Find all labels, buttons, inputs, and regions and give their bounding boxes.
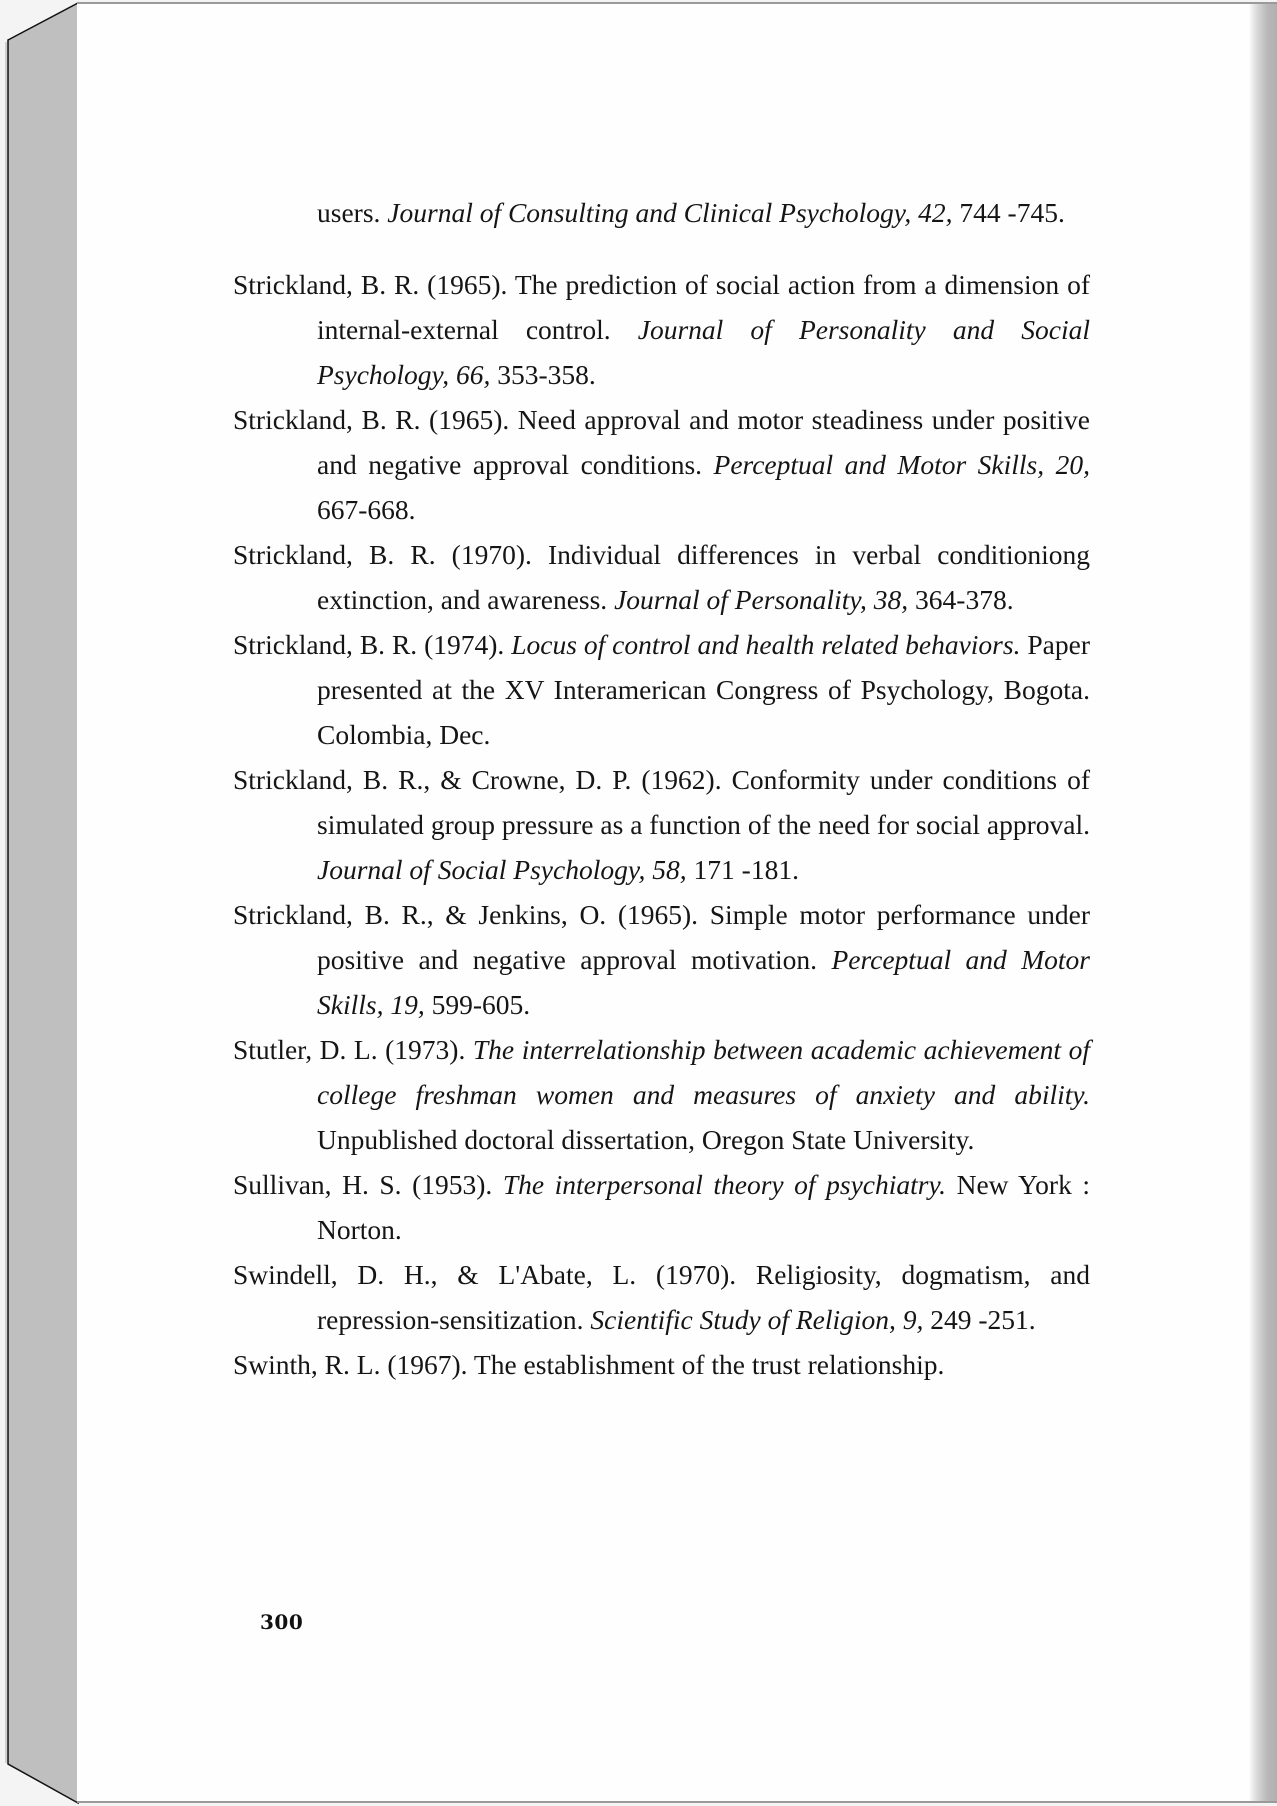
book-spine bbox=[0, 0, 80, 1806]
reference-entry bbox=[233, 1342, 1090, 1387]
reference-entry bbox=[233, 892, 1090, 1027]
reference-authors: Stutler, D. L. (1973). bbox=[233, 1034, 473, 1065]
reference-title: The interpersonal theory of psychiatry. bbox=[502, 1169, 947, 1200]
reference-source: Journal of Social Psychology, 58, bbox=[317, 854, 687, 885]
page-number: 300 bbox=[260, 1610, 304, 1634]
reference-title: Need approval and motor steadiness under positive and negative approval conditions. bbox=[317, 404, 1090, 480]
page-edge-shadow bbox=[1249, 4, 1277, 1801]
reference-pages: 249 -251. bbox=[923, 1304, 1036, 1335]
reference-title: Simple motor performance under positive and negative approval motivation. bbox=[317, 899, 1090, 975]
reference-title: Individual differences in verbal conditioniong extinction, and awareness. bbox=[317, 539, 1090, 615]
reference-entry bbox=[233, 1027, 1090, 1162]
reference-details: New York : Norton. bbox=[317, 1169, 1091, 1245]
reference-title: The interrelationship between academic achievement of college freshman women and measures of anxiety and ability. bbox=[317, 1034, 1090, 1110]
reference-details: Paper presented at the XV Interamerican Congress of Psychology, Bogota. Colombia, Dec. bbox=[317, 629, 1090, 750]
reference-entry bbox=[233, 262, 1090, 397]
reference-source: Perceptual and Motor Skills, 20, bbox=[713, 449, 1090, 480]
reference-pages: 599-605. bbox=[424, 989, 531, 1020]
continuation-text: users. bbox=[317, 196, 388, 228]
reference-source: Journal of Personality, 38, bbox=[614, 584, 909, 615]
reference-title: Religiosity, dogmatism, and repression-sensitization. bbox=[317, 1259, 1091, 1335]
reference-pages: 667-668. bbox=[317, 494, 416, 525]
reference-title: Conformity under conditions of simulated group pressure as a function of the need for social approval. bbox=[317, 764, 1090, 840]
reference-entry bbox=[233, 397, 1090, 532]
reference-authors: Strickland, B. R. (1974). bbox=[233, 629, 512, 660]
reference-entry bbox=[233, 1162, 1090, 1252]
reference-entry bbox=[233, 532, 1090, 622]
reference-authors: Strickland, B. R., & Jenkins, O. (1965). bbox=[233, 899, 710, 930]
reference-continuation bbox=[233, 190, 1090, 235]
reference-entry bbox=[233, 1252, 1090, 1342]
reference-authors: Strickland, B. R. (1965). bbox=[233, 404, 518, 435]
reference-title: The prediction of social action from a dimension of internal-external control. bbox=[317, 269, 1090, 345]
reference-title: The establishment of the trust relationship. bbox=[473, 1349, 945, 1380]
reference-entry bbox=[233, 757, 1090, 892]
continuation-pages: 744 -745. bbox=[952, 196, 1065, 228]
reference-details: Unpublished doctoral dissertation, Oregon State University. bbox=[317, 1124, 975, 1155]
reference-source: Scientific Study of Religion, 9, bbox=[590, 1304, 924, 1335]
reference-source: Journal of Personality and Social Psychology, 66, bbox=[317, 314, 1090, 390]
reference-authors: Strickland, B. R. (1965). bbox=[233, 269, 515, 300]
reference-authors: Swinth, R. L. (1967). bbox=[233, 1349, 474, 1380]
reference-source: Perceptual and Motor Skills, 19, bbox=[317, 944, 1090, 1020]
reference-pages: 353-358. bbox=[490, 359, 596, 390]
reference-title: Locus of control and health related behaviors. bbox=[511, 629, 1021, 660]
reference-list bbox=[233, 162, 1090, 1387]
reference-authors: Sullivan, H. S. (1953). bbox=[233, 1169, 503, 1200]
book-page bbox=[77, 2, 1277, 1803]
reference-authors: Strickland, B. R., & Crowne, D. P. (1962). bbox=[233, 764, 732, 795]
reference-pages: 171 -181. bbox=[686, 854, 799, 885]
reference-entry bbox=[233, 622, 1090, 757]
continuation-source: Journal of Consulting and Clinical Psychology, 42, bbox=[387, 196, 953, 228]
reference-authors: Strickland, B. R. (1970). bbox=[233, 539, 548, 570]
reference-authors: Swindell, D. H., & L'Abate, L. (1970). bbox=[233, 1259, 756, 1290]
reference-pages: 364-378. bbox=[908, 584, 1014, 615]
